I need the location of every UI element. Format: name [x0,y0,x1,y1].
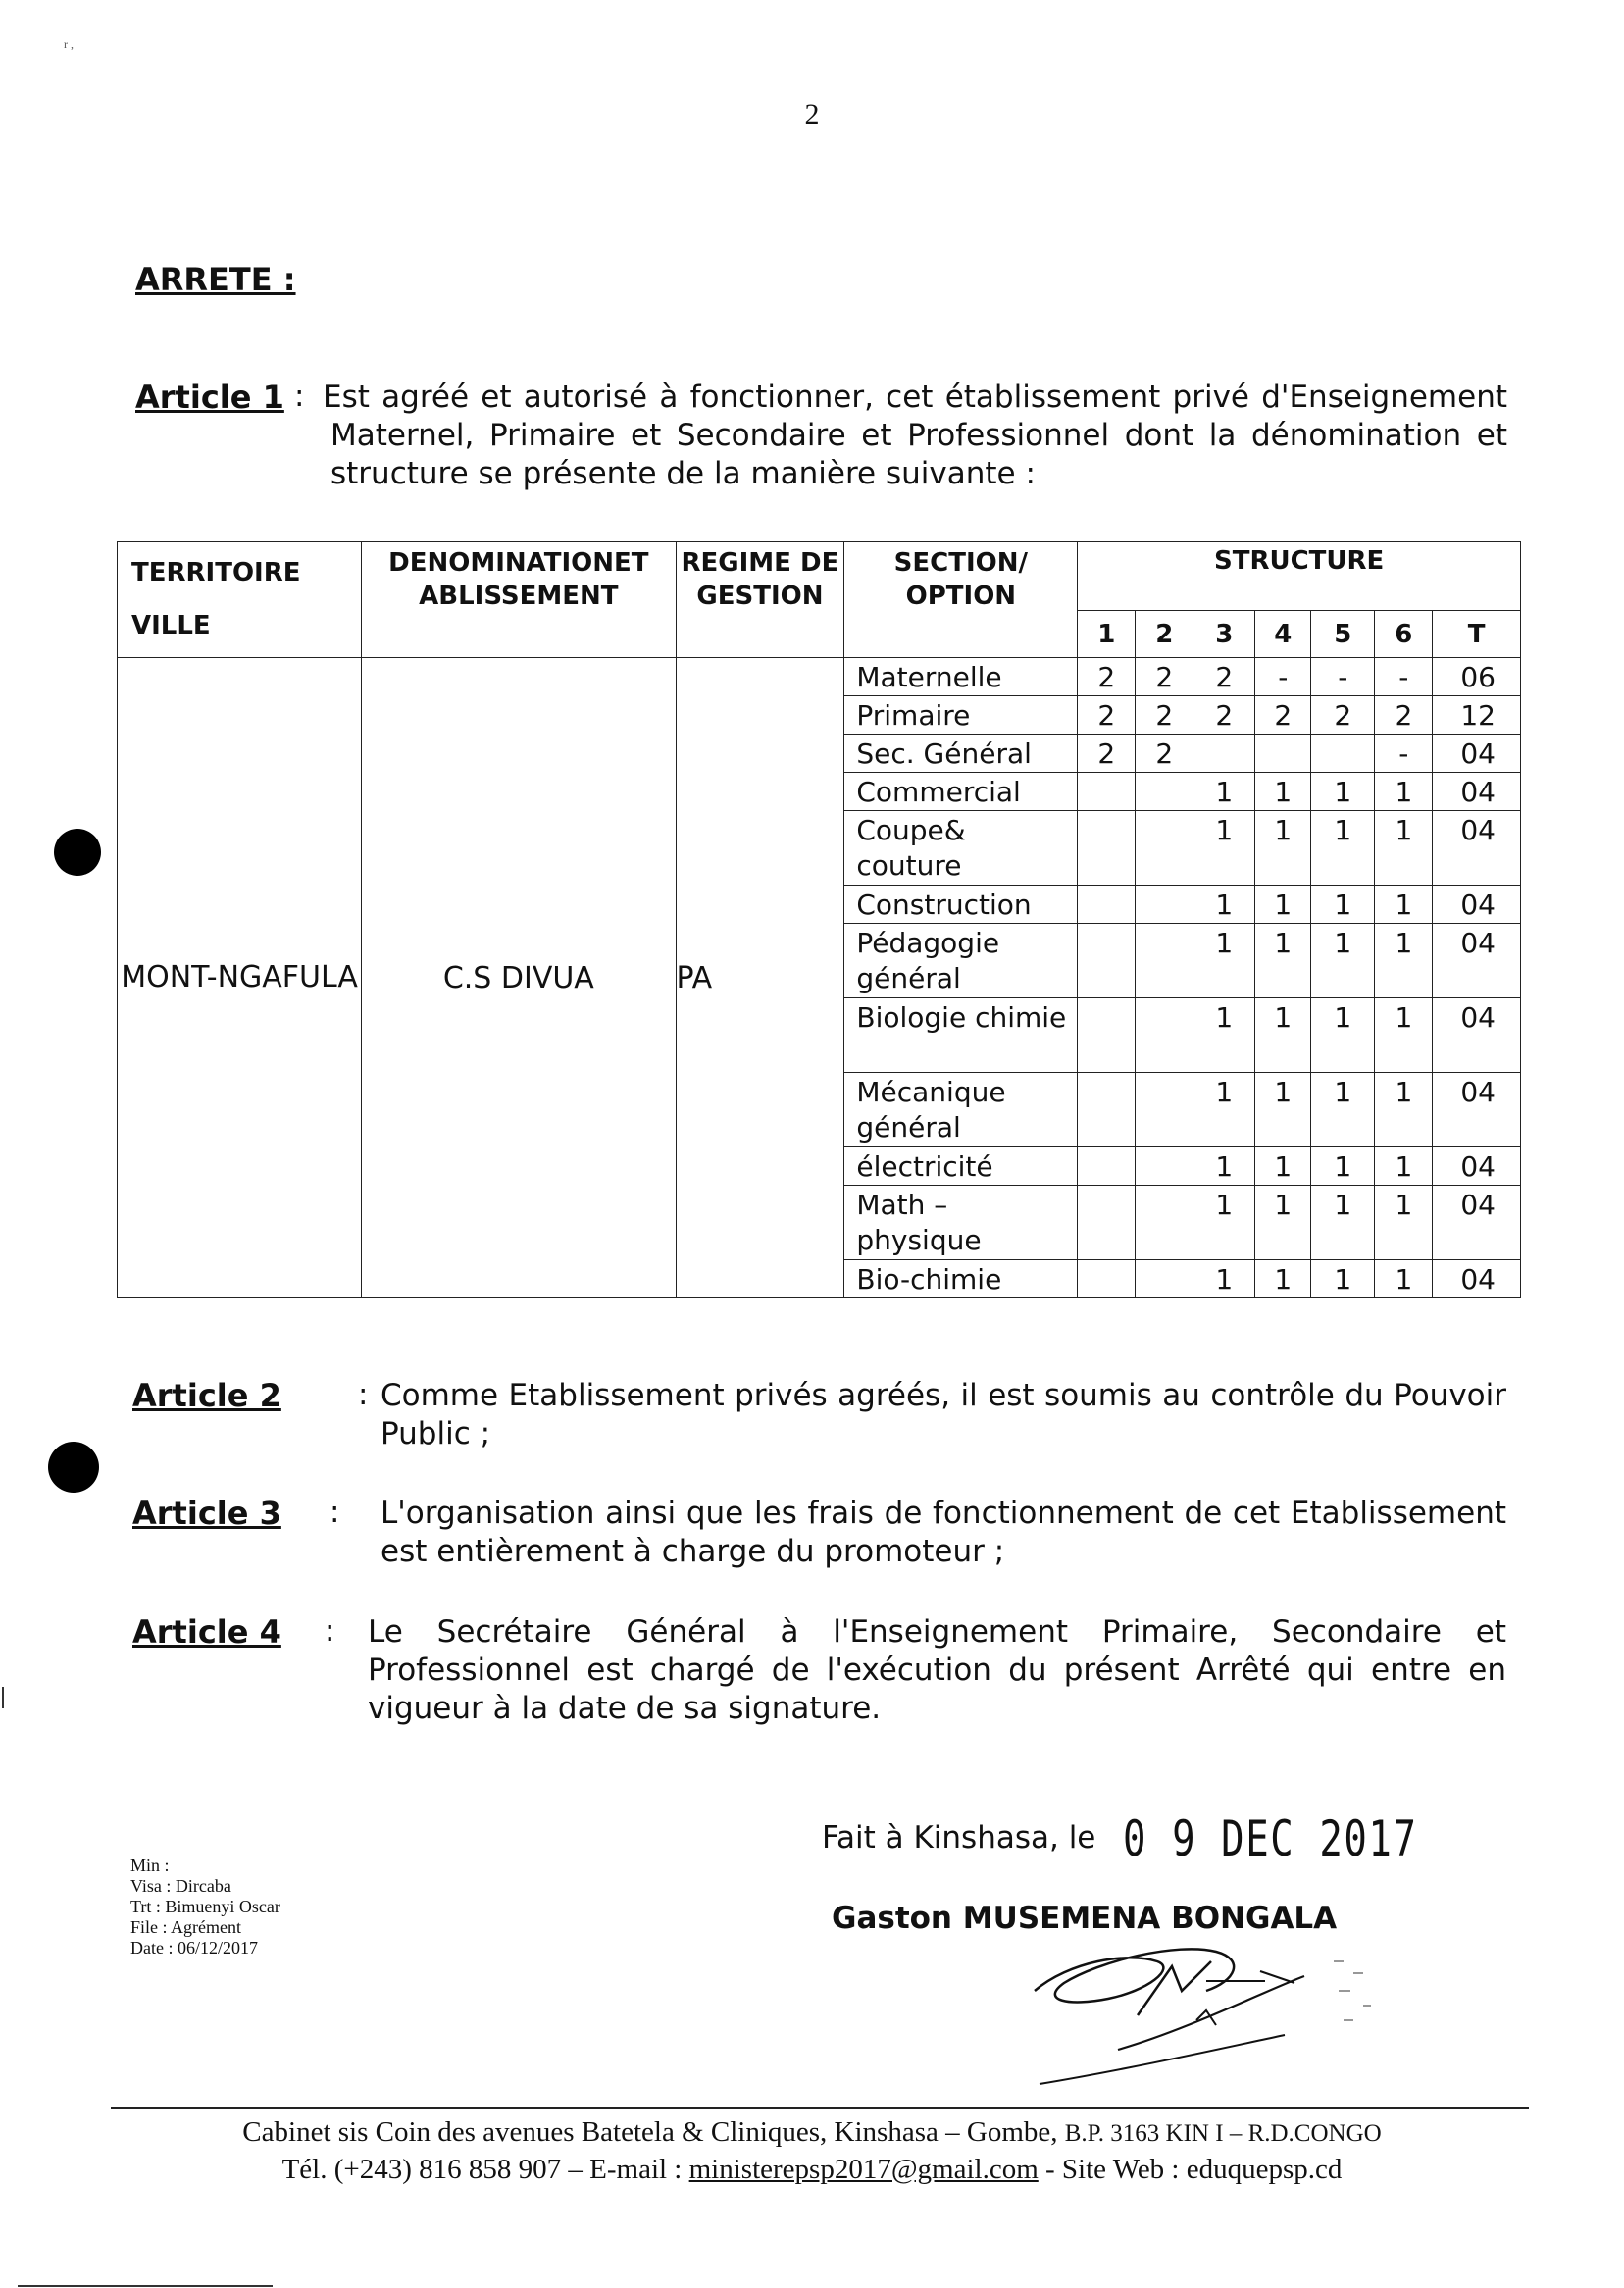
scan-edge-mark [2,1687,4,1708]
structure-total-cell: 04 [1433,1186,1521,1260]
structure-table [117,541,1521,1298]
option-name: Pédagogie général [844,924,1078,998]
structure-cell: 1 [1311,924,1375,998]
structure-cell: 1 [1311,1073,1375,1147]
structure-cell [1078,1260,1136,1298]
article3-text: L'organisation ainsi que les frais de fonctionnement de cet Etablissement est entièrement à charge du promoteur ; [381,1496,1506,1569]
structure-cell: 1 [1255,1260,1311,1298]
handwritten-signature-icon [1010,1922,1422,2089]
header-section: SECTION/ OPTION [844,542,1078,658]
structure-cell: 1 [1375,1073,1433,1147]
structure-cell: 1 [1193,998,1255,1073]
structure-cell: 2 [1193,658,1255,696]
structure-total-cell: 04 [1433,811,1521,886]
structure-cell: 2 [1078,735,1136,773]
bottom-scan-line [18,2285,273,2287]
article3-label: Article 3 [132,1495,281,1532]
structure-cell: 1 [1193,1260,1255,1298]
footer-contact [0,2154,1624,2186]
structure-cell: 1 [1193,886,1255,924]
option-name: Coupe& couture [844,811,1078,886]
memo-block [130,1856,280,1958]
structure-cell: 2 [1136,658,1193,696]
footer-address [0,2116,1624,2149]
structure-cell: 1 [1255,924,1311,998]
structure-cell [1136,1147,1193,1186]
heading-arrete: ARRETE : [135,261,296,298]
option-name: Maternelle [844,658,1078,696]
structure-cell: 1 [1375,1260,1433,1298]
table-row [118,658,1521,696]
structure-cell: 1 [1255,1073,1311,1147]
structure-cell: 1 [1311,811,1375,886]
structure-cell: 1 [1255,998,1311,1073]
footer-phone: Tél. (+243) 816 858 907 – E-mail : [281,2154,683,2185]
structure-cell [1193,735,1255,773]
memo-trt: Trt : Bimuenyi Oscar [130,1897,280,1916]
header-col-t: T [1433,611,1521,658]
header-territoire: TERRITOIRE [131,558,301,587]
structure-cell: - [1375,658,1433,696]
article4-text: Le Secrétaire Général à l'Enseignement Primaire, Secondaire et Professionnel est chargé de l'exécution du présent Arrêté qui entre en vigueur à la date de sa signature. [368,1614,1506,1726]
option-name: Construction [844,886,1078,924]
punch-hole-bottom [48,1442,99,1493]
scan-marks: r , [64,37,74,51]
structure-cell [1136,1073,1193,1147]
structure-cell: - [1375,735,1433,773]
structure-cell: 1 [1375,1186,1433,1260]
structure-cell: 1 [1311,1147,1375,1186]
structure-cell: 1 [1255,773,1311,811]
structure-cell: 1 [1375,1147,1433,1186]
option-name: Math – physique [844,1186,1078,1260]
structure-total-cell: 06 [1433,658,1521,696]
article2-text: Comme Etablissement privés agréés, il est soumis au contrôle du Pouvoir Public ; [381,1378,1506,1451]
structure-cell: 1 [1193,1147,1255,1186]
punch-hole-top [54,829,101,876]
footer-divider [111,2107,1529,2109]
option-name: Biologie chimie [844,998,1078,1073]
option-name: électricité [844,1147,1078,1186]
signer-name: Gaston MUSEMENA BONGALA [832,1901,1338,1936]
structure-total-cell: 12 [1433,696,1521,735]
article2-colon: : [358,1377,369,1412]
structure-total-cell: 04 [1433,773,1521,811]
structure-total-cell: 04 [1433,1147,1521,1186]
footer-address-bp: B.P. 3163 KIN I – R.D.CONGO [1064,2120,1382,2147]
article1-colon: : [294,379,305,414]
structure-cell [1078,886,1136,924]
structure-total-cell: 04 [1433,735,1521,773]
structure-cell: 2 [1136,696,1193,735]
article1-label: Article 1 [135,379,284,416]
structure-cell [1136,886,1193,924]
header-regime: REGIME DE GESTION [676,542,844,658]
header-territoire-ville [118,542,362,658]
structure-cell [1136,998,1193,1073]
structure-cell [1311,735,1375,773]
structure-cell: 1 [1375,886,1433,924]
structure-cell: 1 [1311,1260,1375,1298]
structure-cell [1078,1147,1136,1186]
structure-total-cell: 04 [1433,998,1521,1073]
structure-cell: 1 [1255,1147,1311,1186]
header-col-4: 4 [1255,611,1311,658]
option-name: Primaire [844,696,1078,735]
territoire-value: MONT-NGAFULA [118,658,362,1298]
option-name: Mécanique général [844,1073,1078,1147]
structure-cell: 1 [1375,773,1433,811]
header-structure: STRUCTURE [1078,542,1521,611]
structure-cell [1078,924,1136,998]
structure-cell: 2 [1311,696,1375,735]
header-col-3: 3 [1193,611,1255,658]
structure-cell: 1 [1311,1186,1375,1260]
structure-cell: 1 [1193,924,1255,998]
structure-cell: 2 [1193,696,1255,735]
structure-cell: 1 [1375,998,1433,1073]
footer-website: - Site Web : eduquepsp.cd [1045,2154,1343,2185]
option-name: Sec. Général [844,735,1078,773]
structure-cell [1136,1186,1193,1260]
article4-label: Article 4 [132,1613,281,1651]
structure-total-cell: 04 [1433,1260,1521,1298]
structure-cell: 2 [1375,696,1433,735]
structure-cell: 1 [1193,1073,1255,1147]
structure-cell: 1 [1193,811,1255,886]
denomination-value: C.S DIVUA [362,658,676,1298]
structure-cell: 1 [1375,924,1433,998]
structure-cell: 2 [1078,658,1136,696]
structure-cell: 1 [1311,886,1375,924]
header-denomination: DENOMINATIONET ABLISSEMENT [362,542,676,658]
structure-cell: 1 [1375,811,1433,886]
structure-cell [1136,773,1193,811]
structure-cell: 2 [1136,735,1193,773]
structure-cell [1136,924,1193,998]
structure-cell [1078,1073,1136,1147]
article2-label: Article 2 [132,1377,281,1414]
header-col-6: 6 [1375,611,1433,658]
page-number: 2 [804,98,820,130]
header-col-2: 2 [1136,611,1193,658]
structure-cell [1136,811,1193,886]
date-stamp: 0 9 DEC 2017 [1123,1810,1418,1867]
structure-cell: 1 [1311,998,1375,1073]
structure-cell: 1 [1255,811,1311,886]
structure-cell: - [1311,658,1375,696]
structure-total-cell: 04 [1433,1073,1521,1147]
structure-cell [1078,773,1136,811]
header-ville: VILLE [131,611,211,640]
structure-cell: 1 [1311,773,1375,811]
header-col-5: 5 [1311,611,1375,658]
memo-visa: Visa : Dircaba [130,1876,231,1896]
memo-file: File : Agrément [130,1917,241,1937]
footer-address-main: Cabinet sis Coin des avenues Batetela & Cliniques, Kinshasa – Gombe, [242,2116,1058,2148]
structure-cell: 2 [1255,696,1311,735]
structure-cell [1078,811,1136,886]
memo-date: Date : 06/12/2017 [130,1938,258,1958]
article1-text: Est agréé et autorisé à fonctionner, cet établissement privé d'Enseignement Maternel, Primaire et Secondaire et Professionnel dont la dénomination et structure se présente de la manière suivante : [323,380,1507,491]
option-name: Commercial [844,773,1078,811]
structure-cell [1136,1260,1193,1298]
structure-cell: 1 [1255,886,1311,924]
structure-cell: 1 [1193,773,1255,811]
structure-cell [1255,735,1311,773]
article3-colon: : [330,1495,340,1530]
regime-value: PA [676,658,844,1298]
structure-cell: 1 [1255,1186,1311,1260]
structure-cell [1078,998,1136,1073]
option-name: Bio-chimie [844,1260,1078,1298]
structure-cell: 2 [1078,696,1136,735]
article4-colon: : [325,1613,335,1649]
structure-total-cell: 04 [1433,886,1521,924]
structure-cell [1078,1186,1136,1260]
structure-cell: 1 [1193,1186,1255,1260]
structure-cell: - [1255,658,1311,696]
header-col-1: 1 [1078,611,1136,658]
structure-total-cell: 04 [1433,924,1521,998]
memo-min: Min : [130,1856,170,1875]
fait-a-kinshasa: Fait à Kinshasa, le [822,1820,1096,1856]
footer-email-link[interactable]: ministerepsp2017@gmail.com [688,2154,1039,2185]
